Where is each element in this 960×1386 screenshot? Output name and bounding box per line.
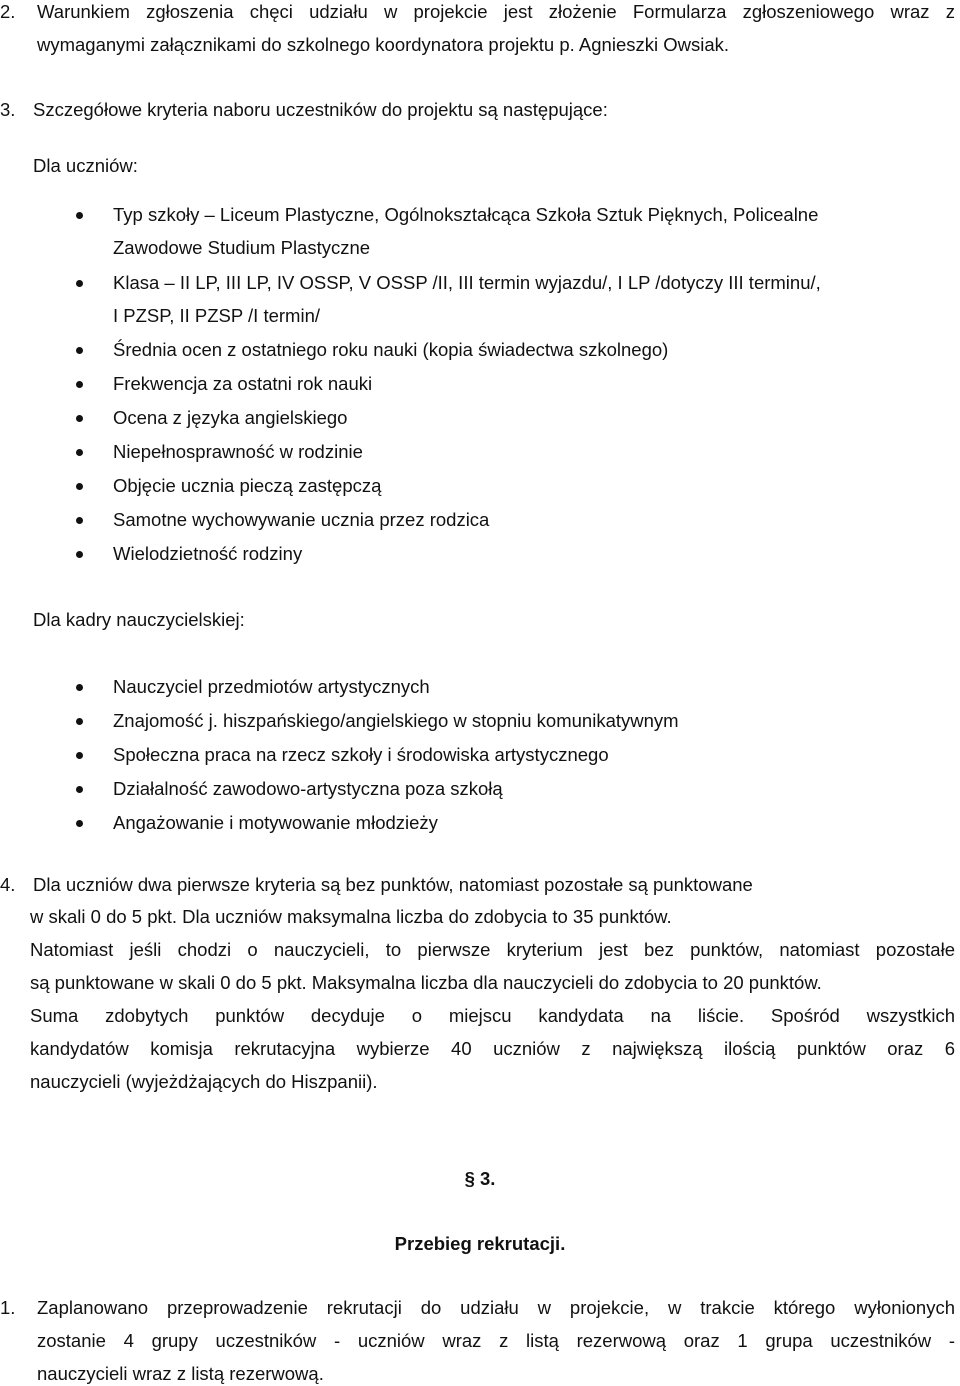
item-number: 4. xyxy=(0,874,16,895)
list-item: Objęcie ucznia pieczą zastępczą xyxy=(113,475,382,496)
paragraph-line: nauczycieli wraz z listą rezerwową. xyxy=(37,1363,324,1384)
section-number: § 3. xyxy=(464,1168,496,1189)
paragraph-line: Szczegółowe kryteria naboru uczestników do projektu są następujące: xyxy=(33,99,608,120)
bullet-icon xyxy=(76,347,83,354)
item-number: 3. xyxy=(0,99,16,120)
list-item: Średnia ocen z ostatniego roku nauki (kopia świadectwa szkolnego) xyxy=(113,339,669,360)
paragraph-line: wymaganymi załącznikami do szkolnego koordynatora projektu p. Agnieszki Owsiak. xyxy=(37,34,730,55)
paragraph-line: Suma zdobytych punktów decyduje o miejscu kandydata na liście. Spośród wszystkich xyxy=(30,1005,955,1026)
students-heading: Dla uczniów: xyxy=(33,155,138,176)
bullet-icon xyxy=(76,449,83,456)
bullet-icon xyxy=(76,752,83,759)
bullet-icon xyxy=(76,551,83,558)
paragraph-line: są punktowane w skali 0 do 5 pkt. Maksymalna liczba dla nauczycieli do zdobycia to 20 punktów. xyxy=(30,972,822,993)
list-item: Działalność zawodowo-artystyczna poza szkołą xyxy=(113,778,503,799)
paragraph-line: zostanie 4 grupy uczestników - uczniów wraz z listą rezerwową oraz 1 grupa uczestników - xyxy=(37,1330,955,1351)
list-item: Wielodzietność rodziny xyxy=(113,543,303,564)
bullet-icon xyxy=(76,786,83,793)
list-item-continuation: Zawodowe Studium Plastyczne xyxy=(113,237,371,258)
list-item: Ocena z języka angielskiego xyxy=(113,407,348,428)
list-item: Znajomość j. hiszpańskiego/angielskiego w stopniu komunikatywnym xyxy=(113,710,679,731)
list-item: Samotne wychowywanie ucznia przez rodzica xyxy=(113,509,490,530)
bullet-icon xyxy=(76,212,83,219)
bullet-icon xyxy=(76,483,83,490)
item-number: 2. xyxy=(0,1,16,22)
paragraph-line: w skali 0 do 5 pkt. Dla uczniów maksymalna liczba do zdobycia to 35 punktów. xyxy=(30,906,672,927)
list-item: Niepełnosprawność w rodzinie xyxy=(113,441,363,462)
list-item-continuation: I PZSP, II PZSP /I termin/ xyxy=(113,305,320,326)
bullet-icon xyxy=(76,820,83,827)
list-item: Nauczyciel przedmiotów artystycznych xyxy=(113,676,430,697)
paragraph-line: kandydatów komisja rekrutacyjna wybierze 40 uczniów z największą ilością punktów oraz 6 xyxy=(30,1038,955,1059)
paragraph-line: Dla uczniów dwa pierwsze kryteria są bez punktów, natomiast pozostałe są punktowane xyxy=(33,874,753,895)
paragraph-line: Zaplanowano przeprowadzenie rekrutacji do udziału w projekcie, w trakcie którego wyłonionych xyxy=(37,1297,955,1318)
paragraph-line: Natomiast jeśli chodzi o nauczycieli, to pierwsze kryterium jest bez punktów, natomiast pozostałe xyxy=(30,939,955,960)
bullet-icon xyxy=(76,684,83,691)
bullet-icon xyxy=(76,718,83,725)
bullet-icon xyxy=(76,517,83,524)
bullet-icon xyxy=(76,415,83,422)
paragraph-line: nauczycieli (wyjeżdżających do Hiszpanii). xyxy=(30,1071,378,1092)
teachers-heading: Dla kadry nauczycielskiej: xyxy=(33,609,245,630)
item-number: 1. xyxy=(0,1297,16,1318)
bullet-icon xyxy=(76,280,83,287)
section-title: Przebieg rekrutacji. xyxy=(394,1233,566,1254)
list-item: Społeczna praca na rzecz szkoły i środowiska artystycznego xyxy=(113,744,609,765)
paragraph-line: Warunkiem zgłoszenia chęci udziału w projekcie jest złożenie Formularza zgłoszeniowego wraz z xyxy=(37,1,955,22)
list-item: Frekwencja za ostatni rok nauki xyxy=(113,373,373,394)
list-item: Typ szkoły – Liceum Plastyczne, Ogólnokształcąca Szkoła Sztuk Pięknych, Policealne xyxy=(113,204,819,225)
bullet-icon xyxy=(76,381,83,388)
list-item: Angażowanie i motywowanie młodzieży xyxy=(113,812,438,833)
list-item: Klasa – II LP, III LP, IV OSSP, V OSSP /II, III termin wyjazdu/, I LP /dotyczy III terminu/, xyxy=(113,272,821,293)
